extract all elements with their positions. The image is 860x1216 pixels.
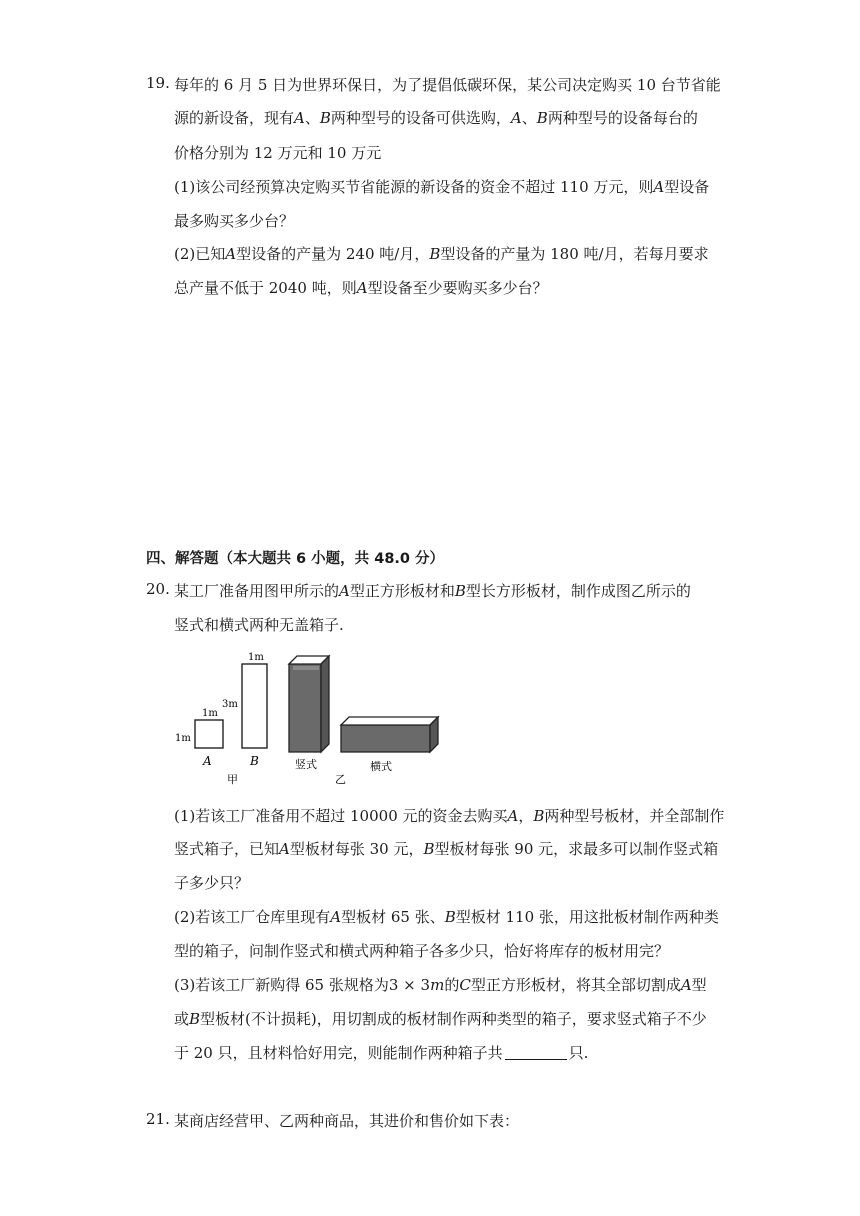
q19-part-1-cont: 最多购买多少台？	[174, 212, 295, 230]
q20-part-2-cont: 型的箱子，问制作竖式和横式两种箱子各多少只，恰好将库存的板材用完？	[174, 942, 670, 960]
board-b-top-label: 1m	[248, 652, 264, 663]
q20-part-1: (1)若该工厂准备用不超过 10000 元的资金去购买A，B两种型号板材，并全部制作	[174, 807, 725, 825]
board-b-side-label: 3m	[222, 699, 238, 710]
q19-part-2-cont: 总产量不低于 2040 吨，则A型设备至少要购买多少台？	[174, 279, 548, 297]
question-number-21: 21.	[146, 1110, 170, 1128]
figure-yi-label: 乙	[335, 773, 346, 786]
horizontal-box	[341, 717, 438, 752]
answer-blank[interactable]	[505, 1045, 567, 1060]
board-a-label: A	[203, 754, 212, 768]
question-number-19: 19.	[146, 74, 170, 92]
q21-line-1: 某商店经营甲、乙两种商品，其进价和售价如下表：	[174, 1112, 520, 1130]
q19-part-2: (2)已知A型设备的产量为 240 吨/月，B型设备的产量为 180 吨/月，若每月要求	[174, 245, 709, 263]
q20-line-1: 某工厂准备用图甲所示的A型正方形板材和B型长方形板材，制作成图乙所示的	[174, 582, 691, 600]
q20-part-3-cont: 或B型板材(不计损耗)，用切割成的板材制作两种类型的箱子，要求竖式箱子不少	[174, 1010, 707, 1028]
q20-part-2: (2)若该工厂仓库里现有A型板材 65 张、B型板材 110 张，用这批板材制作两种类	[174, 908, 719, 926]
q20-part-3-end: 于 20 只，且材料恰好用完，则能制作两种箱子共 只.	[174, 1044, 589, 1062]
figure-jia-label: 甲	[227, 773, 238, 786]
section-heading: 四、解答题（本大题共 6 小题，共 48.0 分）	[146, 551, 445, 567]
board-box-figure	[170, 648, 450, 790]
q20-part-3: (3)若该工厂新购得 65 张规格为3 × 3m的C型正方形板材，将其全部切割成A型	[174, 976, 707, 994]
board-b-rectangle	[242, 664, 267, 748]
q20-line-2: 竖式和横式两种无盖箱子.	[174, 616, 344, 634]
vertical-box	[289, 656, 329, 752]
vertical-box-label: 竖式	[295, 758, 317, 771]
q19-line-3: 价格分别为 12 万元和 10 万元	[174, 144, 382, 162]
board-a-top-label: 1m	[202, 708, 218, 719]
q20-part-1-cont: 竖式箱子，已知A型板材每张 30 元，B型板材每张 90 元，求最多可以制作竖式箱	[174, 840, 719, 858]
board-a-side-label: 1m	[175, 733, 191, 744]
q20-part-1-end: 子多少只？	[174, 874, 250, 892]
horizontal-box-label: 横式	[370, 760, 392, 773]
board-a-square	[195, 720, 223, 748]
q19-part-1: (1)该公司经预算决定购买节省能源的新设备的资金不超过 110 万元，则A型设备	[174, 178, 710, 196]
question-number-20: 20.	[146, 580, 170, 598]
q19-line-2: 源的新设备，现有A、B两种型号的设备可供选购，A、B两种型号的设备每台的	[174, 109, 698, 127]
q19-line-1: 每年的 6 月 5 日为世界环保日，为了提倡低碳环保，某公司决定购买 10 台节省能	[174, 76, 721, 94]
board-b-label: B	[250, 754, 259, 768]
